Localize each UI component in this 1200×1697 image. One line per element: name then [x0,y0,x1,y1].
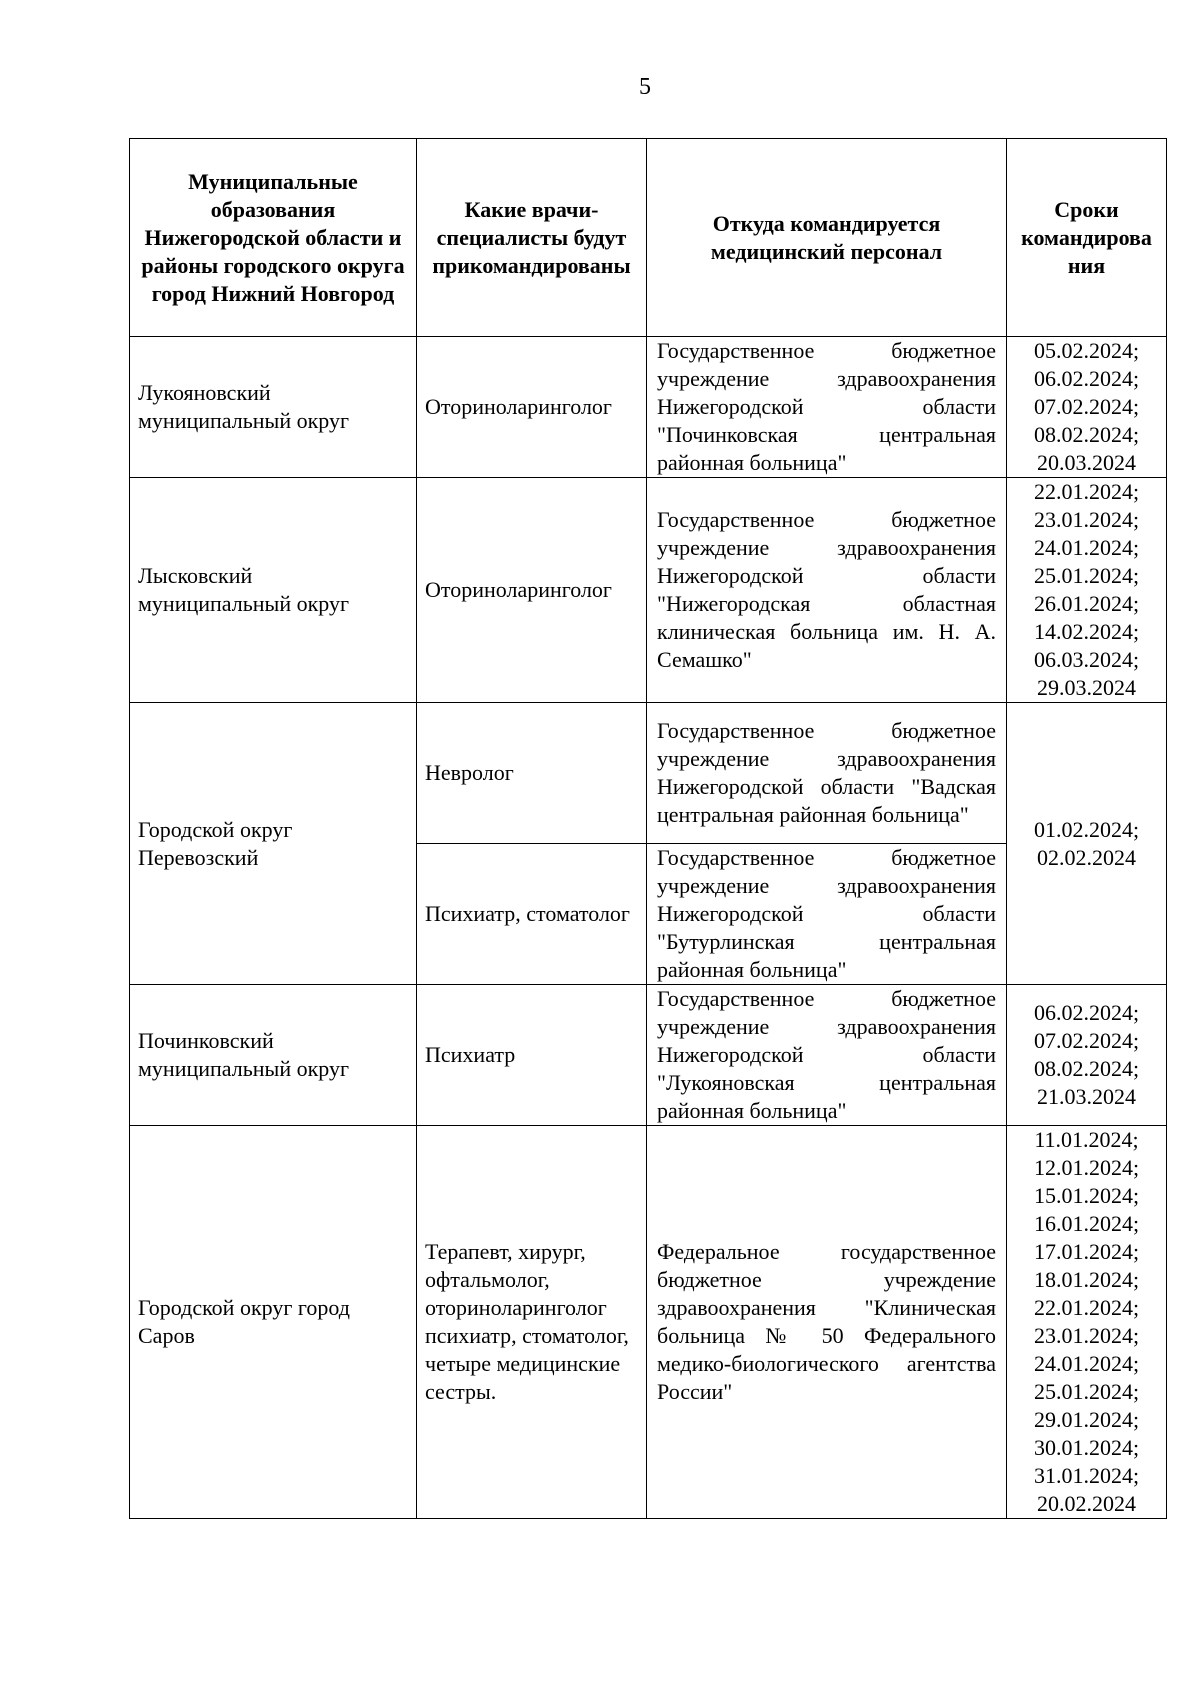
date-entry: 23.01.2024; [1033,507,1140,532]
source-cell: Государственное бюджетное учреждение здравоохранения Нижегородской области "Вадская центральная районная больница" [647,703,1007,844]
date-entry: 26.01.2024; [1033,591,1140,616]
table-row [130,703,1167,844]
date-entry: 11.01.2024; [1034,1127,1139,1152]
header-municipality: Муниципальные образования Нижегородской области и районы городского округа город Нижний Новгород [130,139,417,337]
source-cell: Федеральное государственное бюджетное учреждение здравоохранения "Клиническая больница № 50 Федерального медико-биологического агентства России" [647,1126,1007,1519]
date-entry: 06.03.2024; [1033,647,1140,672]
dates-cell [1007,337,1167,478]
municipality-cell: Городской округ Перевозский [130,703,417,985]
dates-cell [1007,1126,1167,1519]
source-cell: Государственное бюджетное учреждение здравоохранения Нижегородской области "Починковская центральная районная больница" [647,337,1007,478]
specialists-cell: Психиатр [417,985,647,1126]
date-entry: 06.02.2024; [1033,1000,1140,1025]
table-row [130,337,1167,478]
page-number: 5 [639,74,651,100]
date-entry: 31.01.2024; [1033,1463,1140,1488]
date-entry: 22.01.2024; [1033,479,1140,504]
date-entry: 08.02.2024; [1033,1056,1140,1081]
date-entry: 21.03.2024 [1037,1084,1136,1109]
table-header-row [130,139,1167,337]
specialists-cell: Психиатр, стоматолог [417,844,647,985]
municipality-cell: Городской округ город Саров [130,1126,417,1519]
header-source: Откуда командируется медицинский персонал [647,139,1007,337]
dates-cell [1007,478,1167,703]
date-entry: 22.01.2024; [1033,1295,1140,1320]
date-entry: 29.01.2024; [1033,1407,1140,1432]
source-cell: Государственное бюджетное учреждение здравоохранения Нижегородской области "Нижегородская областная клиническая больница им. Н. А. Семашко" [647,478,1007,703]
date-entry: 18.01.2024; [1033,1267,1140,1292]
date-entry: 29.03.2024 [1037,675,1136,700]
header-dates: Сроки командирова ния [1007,139,1167,337]
date-entry: 24.01.2024; [1033,535,1140,560]
date-entry: 12.01.2024; [1033,1155,1140,1180]
date-entry: 01.02.2024; [1033,816,1140,842]
date-entry: 07.02.2024; [1033,394,1140,419]
date-entry: 05.02.2024; [1033,338,1140,363]
date-entry: 07.02.2024; [1033,1028,1140,1053]
specialists-cell: Оториноларинголог [417,478,647,703]
header-specialists: Какие врачи-специалисты будут прикомандированы [417,139,647,337]
municipality-cell: Починковский муниципальный округ [130,985,417,1126]
date-entry: 24.01.2024; [1033,1351,1140,1376]
date-entry: 02.02.2024 [1037,844,1136,870]
date-entry: 25.01.2024; [1033,1379,1140,1404]
assignment-table [129,138,1167,1519]
specialists-cell: Оториноларинголог [417,337,647,478]
date-entry: 06.02.2024; [1033,366,1140,391]
specialists-cell: Невролог [417,703,647,844]
date-entry: 15.01.2024; [1033,1183,1140,1208]
source-cell: Государственное бюджетное учреждение здравоохранения Нижегородской области "Лукояновская центральная районная больница" [647,985,1007,1126]
date-entry: 30.01.2024; [1033,1435,1140,1460]
specialists-cell: Терапевт, хирург, офтальмолог, оториноларинголог психиатр, стоматолог, четыре медицинские сестры. [417,1126,647,1519]
municipality-cell: Лукояновский муниципальный округ [130,337,417,478]
date-entry: 14.02.2024; [1033,619,1140,644]
date-entry: 08.02.2024; [1033,422,1140,447]
date-entry: 16.01.2024; [1033,1211,1140,1236]
date-entry: 23.01.2024; [1033,1323,1140,1348]
municipality-cell: Лысковский муниципальный округ [130,478,417,703]
source-cell: Государственное бюджетное учреждение здравоохранения Нижегородской области "Бутурлинская центральная районная больница" [647,844,1007,985]
date-entry: 25.01.2024; [1033,563,1140,588]
table-row [130,985,1167,1126]
date-entry: 20.03.2024 [1037,450,1136,475]
dates-cell [1007,703,1167,985]
table-row [130,478,1167,703]
table-row [130,1126,1167,1519]
date-entry: 17.01.2024; [1033,1239,1140,1264]
dates-cell [1007,985,1167,1126]
date-entry: 20.02.2024 [1037,1491,1136,1516]
